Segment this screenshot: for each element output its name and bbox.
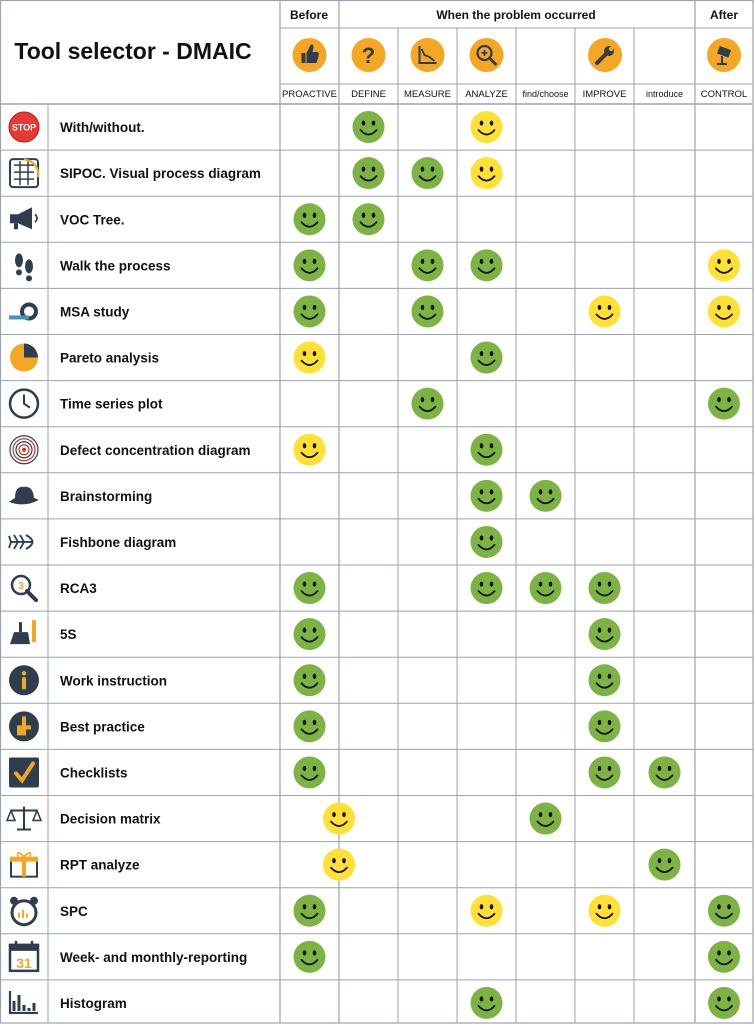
- smiley-green-icon: [294, 756, 326, 788]
- smiley-green-icon: [530, 803, 562, 835]
- smiley-green-icon: [589, 756, 621, 788]
- smiley-green-icon: [708, 388, 740, 420]
- smiley-green-icon: [294, 941, 326, 973]
- smiley-green-icon: [294, 710, 326, 742]
- column-label-introduce: introduce: [645, 89, 684, 99]
- gift-icon: [10, 853, 38, 877]
- smiley-yellow-icon: [589, 895, 621, 927]
- table-row: [10, 388, 740, 420]
- scales-icon: [7, 807, 41, 830]
- smiley-yellow-icon: [708, 249, 740, 281]
- row-label: VOC Tree.: [60, 212, 125, 228]
- smiley-green-icon: [471, 249, 503, 281]
- table-row: [10, 618, 621, 650]
- smiley-green-icon: [412, 295, 444, 327]
- column-label-proactive: PROACTIVE: [282, 89, 337, 100]
- smiley-yellow-icon: [294, 342, 326, 374]
- row-label: Work instruction: [60, 673, 168, 689]
- smiley-yellow-icon: [323, 849, 355, 881]
- smiley-green-icon: [708, 895, 740, 927]
- smiley-green-icon: [471, 342, 503, 374]
- table-row: [12, 572, 621, 604]
- hat-icon: [9, 487, 39, 505]
- table-row: [9, 480, 562, 512]
- smiley-yellow-icon: [708, 295, 740, 327]
- smiley-yellow-icon: [323, 803, 355, 835]
- smiley-green-icon: [589, 710, 621, 742]
- smiley-green-icon: [589, 664, 621, 696]
- checkmark-icon: [9, 757, 39, 787]
- clock-icon: [10, 390, 38, 418]
- column-label-analyze: ANALYZE: [465, 89, 508, 100]
- row-label: SIPOC. Visual process diagram: [60, 166, 261, 182]
- column-label-improve: IMPROVE: [582, 89, 627, 100]
- row-label: MSA study: [60, 304, 130, 320]
- group-after-label: After: [709, 8, 739, 22]
- row-label: RPT analyze: [60, 857, 140, 873]
- smiley-green-icon: [294, 249, 326, 281]
- smiley-green-icon: [353, 111, 385, 143]
- row-label: Defect concentration diagram: [60, 442, 251, 458]
- table-row: [9, 710, 621, 742]
- dustpan-broom-icon: [10, 620, 36, 644]
- table-row: [9, 111, 503, 143]
- megaphone-icon: [10, 207, 37, 229]
- table-row: [10, 849, 681, 881]
- fishbone-icon: [9, 535, 33, 549]
- column-label-find_choose: find/choose: [522, 89, 569, 99]
- calendar-31-icon: [10, 941, 38, 971]
- row-label: Checklists: [60, 765, 128, 781]
- smiley-green-icon: [294, 572, 326, 604]
- table-row: [9, 526, 503, 558]
- footprints-icon: [15, 253, 33, 281]
- smiley-green-icon: [708, 941, 740, 973]
- row-label: Walk the process: [60, 258, 171, 274]
- row-label: Best practice: [60, 719, 145, 735]
- alarm-clock-icon: [10, 897, 38, 925]
- table-row: [10, 157, 503, 189]
- smiley-green-icon: [471, 480, 503, 512]
- smiley-green-icon: [353, 203, 385, 235]
- smiley-green-icon: [530, 572, 562, 604]
- table-row: [9, 295, 740, 327]
- table-row: [10, 434, 503, 466]
- magnifier-plus-icon: [470, 38, 504, 72]
- smiley-green-icon: [294, 203, 326, 235]
- stop-sign-icon: [9, 112, 39, 142]
- smiley-green-icon: [294, 664, 326, 696]
- wrench-icon: [588, 38, 622, 72]
- smiley-green-icon: [294, 618, 326, 650]
- table-row: [15, 249, 740, 281]
- page-title: Tool selector - DMAIC: [14, 38, 252, 64]
- column-label-define: DEFINE: [351, 89, 386, 100]
- smiley-yellow-icon: [589, 295, 621, 327]
- bar-chart-icon: [10, 991, 38, 1013]
- row-label: With/without.: [60, 120, 145, 136]
- smiley-green-icon: [649, 849, 681, 881]
- smiley-yellow-icon: [471, 157, 503, 189]
- group-before-label: Before: [289, 8, 329, 22]
- info-icon: [9, 665, 39, 695]
- process-map-icon: [10, 159, 38, 187]
- smiley-green-icon: [589, 572, 621, 604]
- smiley-green-icon: [471, 526, 503, 558]
- smiley-green-icon: [471, 572, 503, 604]
- table-row: [10, 987, 740, 1019]
- table-row: [10, 203, 385, 235]
- svg-text:STOP: STOP: [11, 122, 37, 133]
- row-label: Pareto analysis: [60, 350, 160, 366]
- smiley-green-icon: [412, 249, 444, 281]
- smiley-yellow-icon: [471, 895, 503, 927]
- row-label: SPC: [60, 903, 88, 919]
- smiley-green-icon: [649, 756, 681, 788]
- smiley-green-icon: [294, 895, 326, 927]
- table-row: [7, 803, 562, 835]
- thumbs-up-icon: [293, 38, 327, 72]
- table-row: [10, 895, 740, 927]
- row-label: Decision matrix: [60, 811, 161, 827]
- group-during-label: When the problem occurred: [436, 8, 596, 22]
- magnifier-3-icon: [12, 576, 36, 600]
- smiley-green-icon: [589, 618, 621, 650]
- column-label-control: CONTROL: [700, 89, 748, 100]
- smiley-green-icon: [412, 157, 444, 189]
- svg-text:31: 31: [16, 954, 32, 971]
- row-label: Fishbone diagram: [60, 534, 177, 550]
- pie-chart-icon: [10, 344, 38, 372]
- smiley-green-icon: [294, 295, 326, 327]
- chart-icon: [411, 38, 445, 72]
- camera-icon: [707, 38, 741, 72]
- row-label: RCA3: [60, 581, 97, 597]
- row-label: Histogram: [60, 995, 127, 1011]
- row-label: Time series plot: [60, 396, 163, 412]
- smiley-green-icon: [530, 480, 562, 512]
- svg-text:?: ?: [361, 43, 376, 68]
- table-row: [9, 664, 621, 696]
- pointing-hand-icon: [9, 711, 39, 741]
- smiley-green-icon: [471, 987, 503, 1019]
- table-row: [10, 941, 740, 973]
- smiley-green-icon: [471, 434, 503, 466]
- row-label: Week- and monthly-reporting: [60, 949, 248, 965]
- column-label-measure: MEASURE: [404, 89, 451, 100]
- table-row: [10, 342, 503, 374]
- target-icon: [10, 436, 38, 464]
- smiley-green-icon: [708, 987, 740, 1019]
- smiley-green-icon: [353, 157, 385, 189]
- row-label: Brainstorming: [60, 488, 153, 504]
- table-row: [9, 756, 681, 788]
- svg-text:3: 3: [18, 581, 24, 593]
- row-label: 5S: [60, 627, 77, 643]
- tape-measure-icon: [9, 304, 36, 319]
- question-mark-icon: [352, 38, 386, 72]
- smiley-yellow-icon: [294, 434, 326, 466]
- smiley-green-icon: [412, 388, 444, 420]
- smiley-yellow-icon: [471, 111, 503, 143]
